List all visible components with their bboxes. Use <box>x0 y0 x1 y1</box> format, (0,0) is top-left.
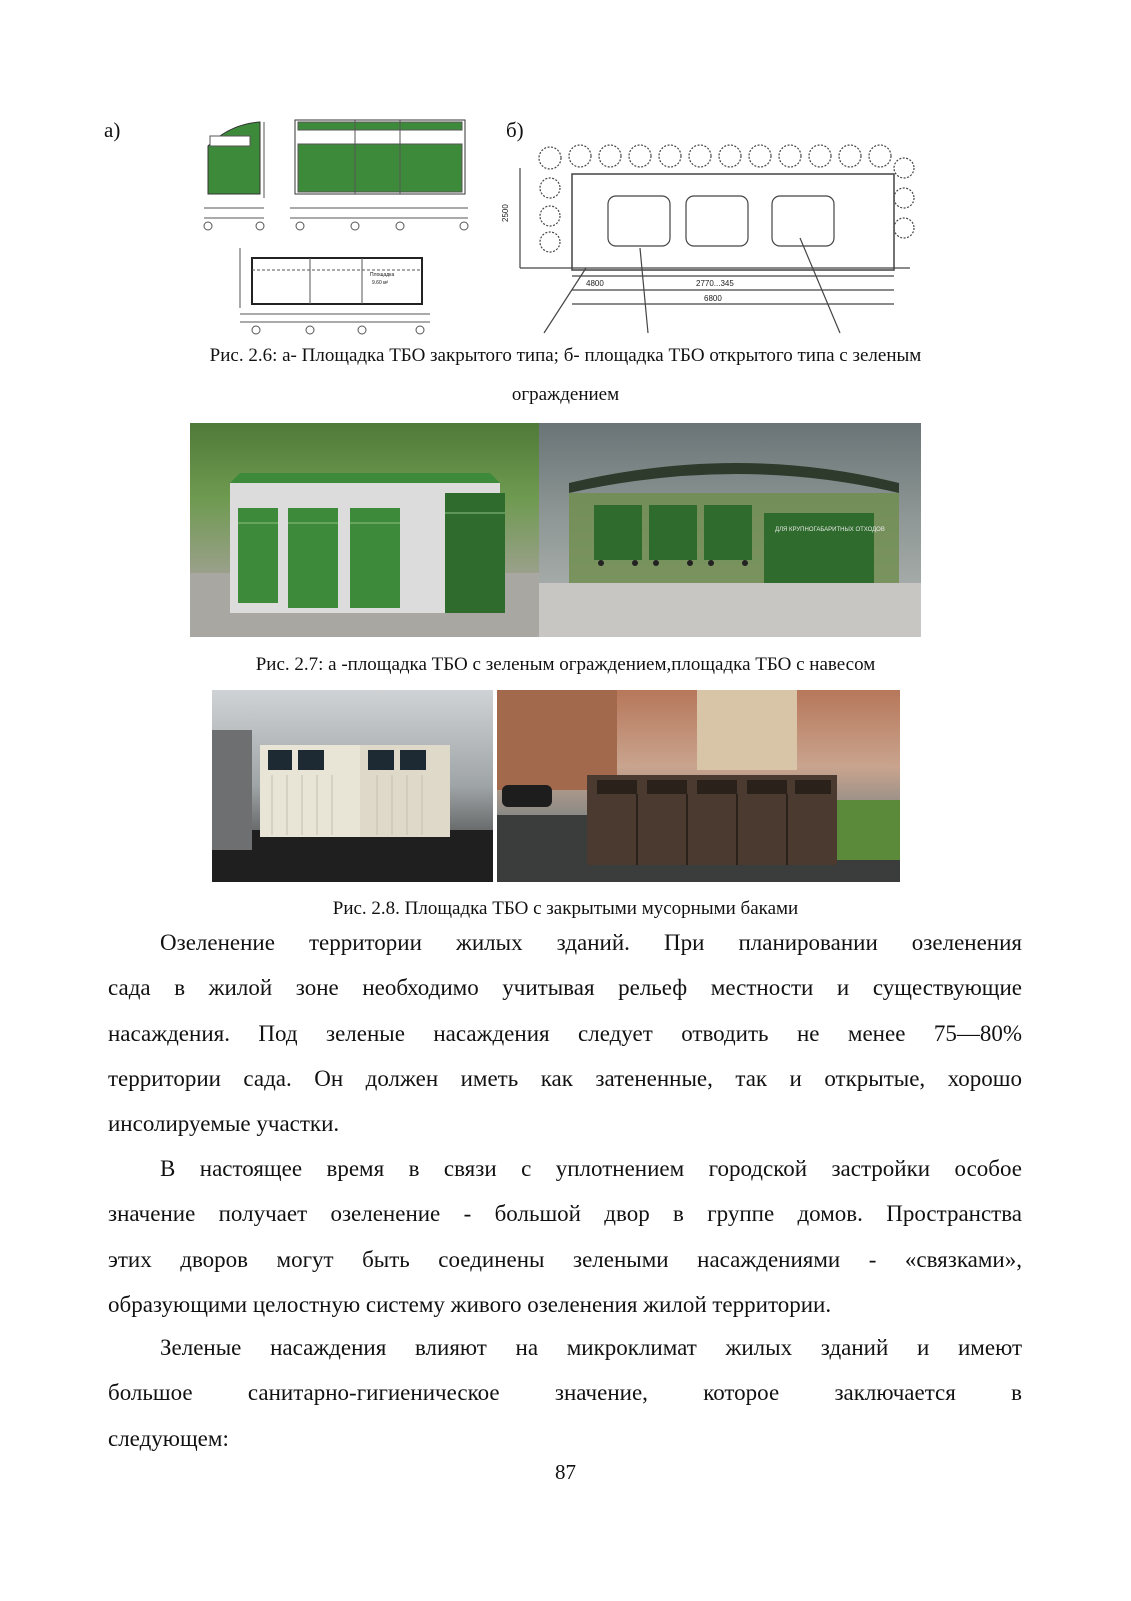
drawing-open-waste-site <box>500 118 920 338</box>
paragraph-line: значение получает озеленение - большой двор в группе домов. Пространства <box>108 1201 1022 1227</box>
paragraph-line: инсолируемые участки. <box>108 1111 340 1137</box>
figure-2-7-caption: Рис. 2.7: а -площадка ТБО с зеленым ограждением,площадка ТБО с навесом <box>255 654 876 675</box>
render-sign: ДЛЯ КРУПНОГАБАРИТНЫХ ОТХОДОВ <box>775 527 885 533</box>
page-number: 87 <box>555 1460 576 1484</box>
photo-brown-closed-bins <box>497 690 900 882</box>
photo-white-closed-bins <box>212 690 493 882</box>
figure-2-6-caption-line2: ограждением <box>511 384 620 405</box>
drawing-dim-4: 2500 <box>501 204 510 222</box>
paragraph-dense-development <box>108 1146 1022 1327</box>
paragraph-line: В настоящее время в связи с уплотнением городской застройки особое <box>160 1156 1022 1181</box>
figure-2-6-caption-line1: Рис. 2.6: а- Площадка ТБО закрытого типа; б- площадка ТБО открытого типа с зеленым <box>209 345 922 366</box>
figure-label-b: б) <box>506 118 524 142</box>
figure-label-a: а) <box>104 118 121 142</box>
paragraph-microclimate <box>108 1325 1022 1461</box>
paragraph-line: этих дворов могут быть соединены зелеными насаждениями - «связками», <box>108 1246 1022 1272</box>
paragraph-line: насаждения. Под зеленые насаждения следует отводить не менее 75—80% <box>108 1020 1022 1046</box>
drawing-closed-waste-site <box>190 108 500 340</box>
paragraph-line: большое санитарно-гигиеническое значение, которое заключается в <box>108 1380 1022 1406</box>
drawing-dim-3: 6800 <box>704 294 722 303</box>
drawing-dim-2: 2770...345 <box>696 279 734 288</box>
paragraph-greening-territory <box>108 920 1022 1146</box>
figure-2-8-caption: Рис. 2.8. Площадка ТБО с закрытыми мусорными баками <box>332 898 799 919</box>
paragraph-line: Зеленые насаждения влияют на микроклимат жилых зданий и имеют <box>160 1335 1022 1360</box>
drawing-dim-1: 4800 <box>586 279 604 288</box>
svg-text:9.60 м²: 9.60 м² <box>372 280 389 286</box>
paragraph-line: образующими целостную систему живого озеленения жилой территории. <box>108 1291 832 1317</box>
paragraph-line: территории сада. Он должен иметь как затененные, так и открытые, хорошо <box>108 1065 1022 1091</box>
photo-canopy-site-render <box>539 423 921 637</box>
photo-green-fenced-site <box>190 423 539 637</box>
paragraph-line: сада в жилой зоне необходимо учитывая рельеф местности и существующие <box>108 975 1022 1001</box>
svg-text:Площадка: Площадка <box>370 272 395 278</box>
paragraph-line: следующем: <box>108 1425 229 1451</box>
paragraph-line: Озеленение территории жилых зданий. При планировании озеленения <box>160 930 1022 955</box>
